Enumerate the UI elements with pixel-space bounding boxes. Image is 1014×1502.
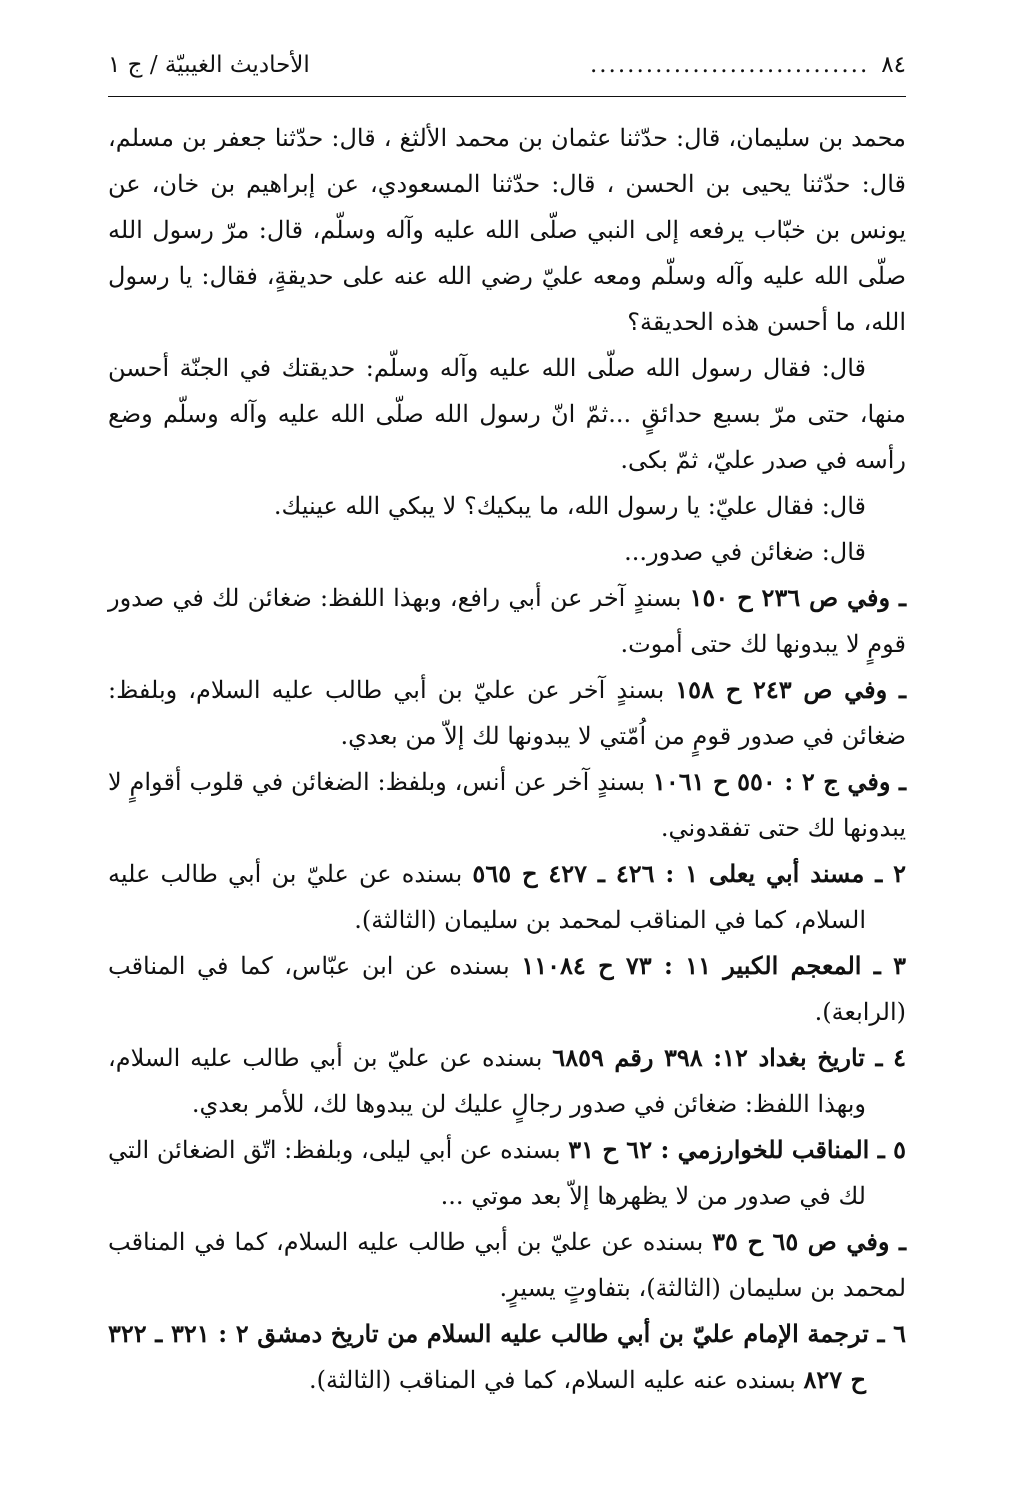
reference-entry: ٤ ـ تاريخ بغداد ١٢: ٣٩٨ رقم ٦٨٥٩ بسنده عن عليّ بن أبي طالب عليه السلام، وبهذا اللفظ: ضغائن في صدور رجالٍ عليك لن يبدوها لك، للأمر بعدي. bbox=[108, 1043, 907, 1118]
paragraph: قال: فقال عليّ: يا رسول الله، ما يبكيك؟ لا يبكي الله عينيك. bbox=[273, 492, 866, 520]
reference-lead: ٦ ـ ترجمة الإمام عليّ بن أبي طالب عليه السلام من تاريخ دمشق ٢ : ٣٢١ ـ ٣٢٢ ح ٨٢٧ bbox=[108, 1319, 906, 1394]
body-text bbox=[108, 115, 906, 1403]
reference-lead: ٢ ـ مسند أبي يعلى ١ : ٤٢٦ ـ ٤٢٧ ح ٥٦٥ bbox=[472, 859, 907, 888]
reference-entry: ٦ ـ ترجمة الإمام عليّ بن أبي طالب عليه السلام من تاريخ دمشق ٢ : ٣٢١ ـ ٣٢٢ ح ٨٢٧ بسنده عنه عليه السلام، كما في المناقب (الثالثة). bbox=[108, 1319, 906, 1394]
reference-lead: ٤ ـ تاريخ بغداد ١٢: ٣٩٨ رقم ٦٨٥٩ bbox=[552, 1043, 907, 1072]
page-number: ٨٤ bbox=[881, 52, 906, 78]
reference-entry: ٣ ـ المعجم الكبير ١١ : ٧٣ ح ١١٠٨٤ بسنده عن ابن عبّاس، كما في المناقب (الرابعة). bbox=[108, 951, 907, 1026]
reference-entry: ـ وفي ص ٦٥ ح ٣٥ بسنده عن عليّ بن أبي طالب عليه السلام، كما في المناقب لمحمد بن سليمان (الثالثة)، بتفاوتٍ يسيرٍ. bbox=[108, 1227, 906, 1302]
reference-lead: ـ وفي ص ٢٣٦ ح ١٥٠ bbox=[689, 583, 907, 612]
running-header bbox=[108, 52, 906, 97]
reference-entry: ٥ ـ المناقب للخوارزمي : ٦٢ ح ٣١ بسنده عن أبي ليلى، وبلفظ: اتّق الضغائن التي لك في صدور من لا يظهرها إلاّ بعد موتي ... bbox=[108, 1135, 907, 1210]
reference-lead: ـ وفي ج ٢ : ٥٥٠ ح ١٠٦١ bbox=[652, 767, 907, 796]
paragraph: محمد بن سليمان، قال: حدّثنا عثمان بن محمد الألثغ ، قال: حدّثنا جعفر بن مسلم، قال: حدّثنا يحيى بن الحسن ، قال: حدّثنا المسعودي، عن إبراهيم بن خان، عن يونس بن خبّاب يرفعه إلى النبي صلّى الله عليه وآله وسلّم، قال: مرّ رسول الله صلّى الله عليه وآله وسلّم ومعه عليّ رضي الله عنه على حديقةٍ، فقال: يا رسول الله، ما أحسن هذه الحديقة؟ bbox=[108, 124, 906, 336]
reference-lead: ٣ ـ المعجم الكبير ١١ : ٧٣ ح ١١٠٨٤ bbox=[521, 951, 907, 980]
running-title: الأحاديث الغيبيّة / ج ١ bbox=[108, 52, 310, 78]
leader-dots: .............................. bbox=[589, 52, 870, 78]
reference-lead: ـ وفي ص ٦٥ ح ٣٥ bbox=[712, 1227, 906, 1256]
reference-lead: ـ وفي ص ٢٤٣ ح ١٥٨ bbox=[675, 675, 906, 704]
paragraph: قال: فقال رسول الله صلّى الله عليه وآله وسلّم: حديقتك في الجنّة أحسن منها، حتى مرّ بسبع حدائقٍ ...ثمّ انّ رسول الله صلّى الله عليه وآله وسلّم وضع رأسه في صدر عليّ، ثمّ بكى. bbox=[108, 354, 906, 474]
reference-entry: ـ وفي ص ٢٤٣ ح ١٥٨ بسندٍ آخر عن عليّ بن أبي طالب عليه السلام، وبلفظ: ضغائن في صدور قومٍ من اُمّتي لا يبدونها لك إلاّ من بعدي. bbox=[108, 675, 906, 750]
reference-entry: ـ وفي ج ٢ : ٥٥٠ ح ١٠٦١ بسندٍ آخر عن أنس، وبلفظ: الضغائن في قلوب أقوامٍ لا يبدونها لك حتى تفقدوني. bbox=[108, 767, 907, 842]
reference-entry: ٢ ـ مسند أبي يعلى ١ : ٤٢٦ ـ ٤٢٧ ح ٥٦٥ بسنده عن عليّ بن أبي طالب عليه السلام، كما في المناقب لمحمد بن سليمان (الثالثة). bbox=[108, 859, 907, 934]
paragraph: قال: ضغائن في صدور... bbox=[624, 538, 866, 566]
reference-entry: ـ وفي ص ٢٣٦ ح ١٥٠ بسندٍ آخر عن أبي رافع، وبهذا اللفظ: ضغائن لك في صدور قومٍ لا يبدونها لك حتى أموت. bbox=[108, 583, 907, 658]
reference-lead: ٥ ـ المناقب للخوارزمي : ٦٢ ح ٣١ bbox=[568, 1135, 907, 1164]
